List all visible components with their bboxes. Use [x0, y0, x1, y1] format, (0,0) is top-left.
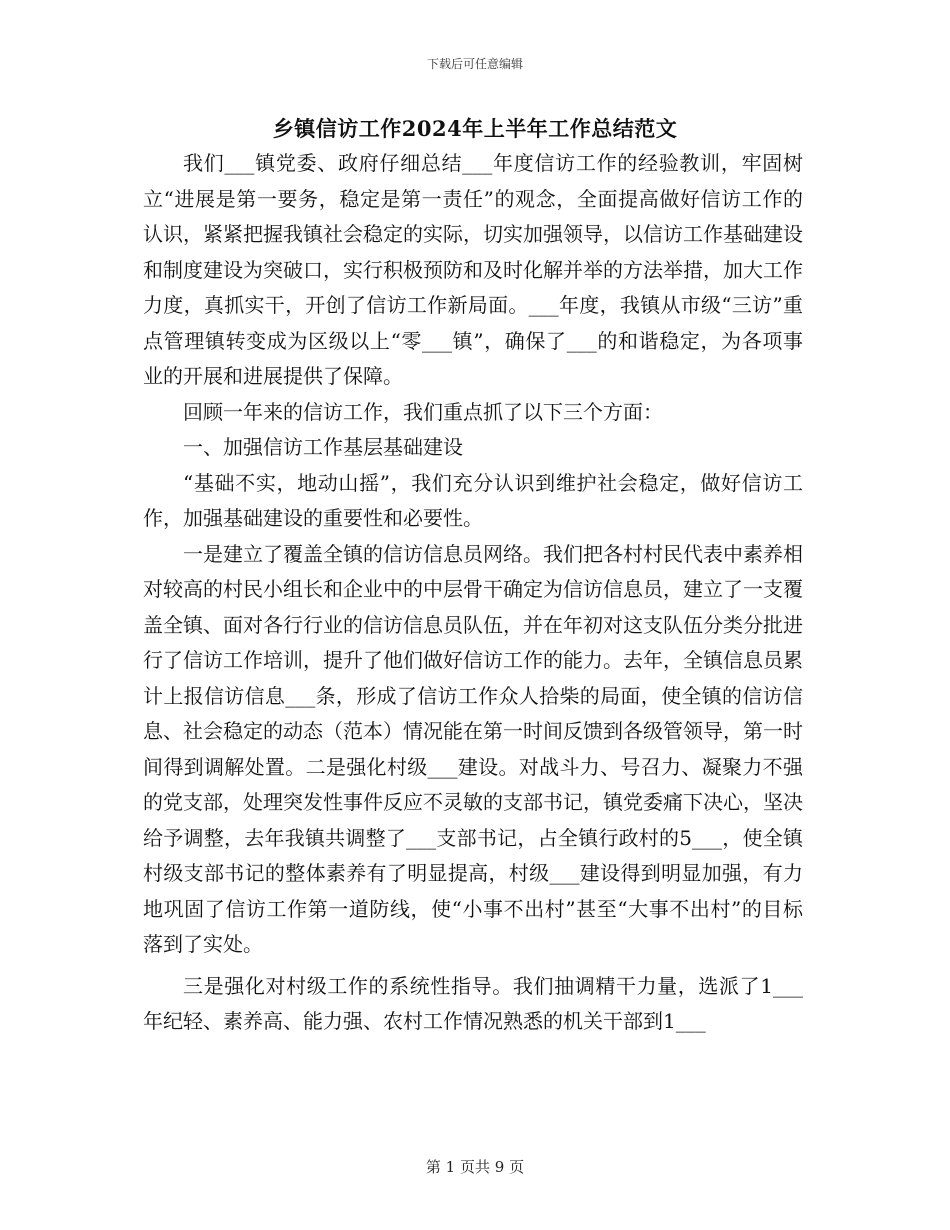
paragraph-guidance: 三是强化对村级工作的系统性指导。我们抽调精干力量，选派了1___年纪轻、素养高、能力强、农村工作情况熟悉的机关干部到1___: [143, 973, 803, 1033]
paragraph-foundation: “基础不实，地动山摇”，我们充分认识到维护社会稳定，做好信访工作，加强基础建设的重要性和必要性。: [143, 470, 803, 530]
paragraph-intro: 我们___镇党委、政府仔细总结___年度信访工作的经验教训，牢固树立“进展是第一要务，稳定是第一责任”的观念，全面提高做好信访工作的认识，紧紧把握我镇社会稳定的实际，切实加强领导，以信访工作基础建设和制度建设为突破口，实行积极预防和及时化解并举的方法举措，加大工作力度，真抓实干，开创了信访工作新局面。___年度，我镇从市级“三访”重点管理镇转变成为区级以上“零___镇”，确保了___的和谐稳定，为各项事业的开展和进展提供了保障。: [143, 151, 803, 388]
section-heading-1: 一、加强信访工作基层基础建设: [183, 435, 463, 459]
document-body: [143, 146, 803, 1040]
paragraph-measures: 一是建立了覆盖全镇的信访信息员网络。我们把各村村民代表中素养相对较高的村民小组长和企业中的中层骨干确定为信访信息员，建立了一支覆盖全镇、面对各行行业的信访信息员队伍，并在年初对这支队伍分类分批进行了信访工作培训，提升了他们做好信访工作的能力。去年，全镇信息员累计上报信访信息___条，形成了信访工作众人拾柴的局面，使全镇的信访信息、社会稳定的动态（范本）情况能在第一时间反馈到各级管领导，第一时间得到调解处置。二是强化村级___建设。对战斗力、号召力、凝聚力不强的党支部，处理突发性事件反应不灵敏的支部书记，镇党委痛下决心，坚决给予调整，去年我镇共调整了___支部书记，占全镇行政村的5___，使全镇村级支部书记的整体素养有了明显提高，村级___建设得到明显加强，有力地巩固了信访工作第一道防线，使“小事不出村”甚至“大事不出村”的目标落到了实处。: [143, 541, 803, 956]
document-title: 乡镇信访工作2024年上半年工作总结范文: [272, 116, 678, 141]
page-number-footer: 第 1 页共 9 页: [425, 1158, 525, 1176]
header-note: 下载后可任意编辑: [426, 57, 523, 71]
paragraph-review: 回顾一年来的信访工作，我们重点抓了以下三个方面：: [183, 399, 663, 424]
